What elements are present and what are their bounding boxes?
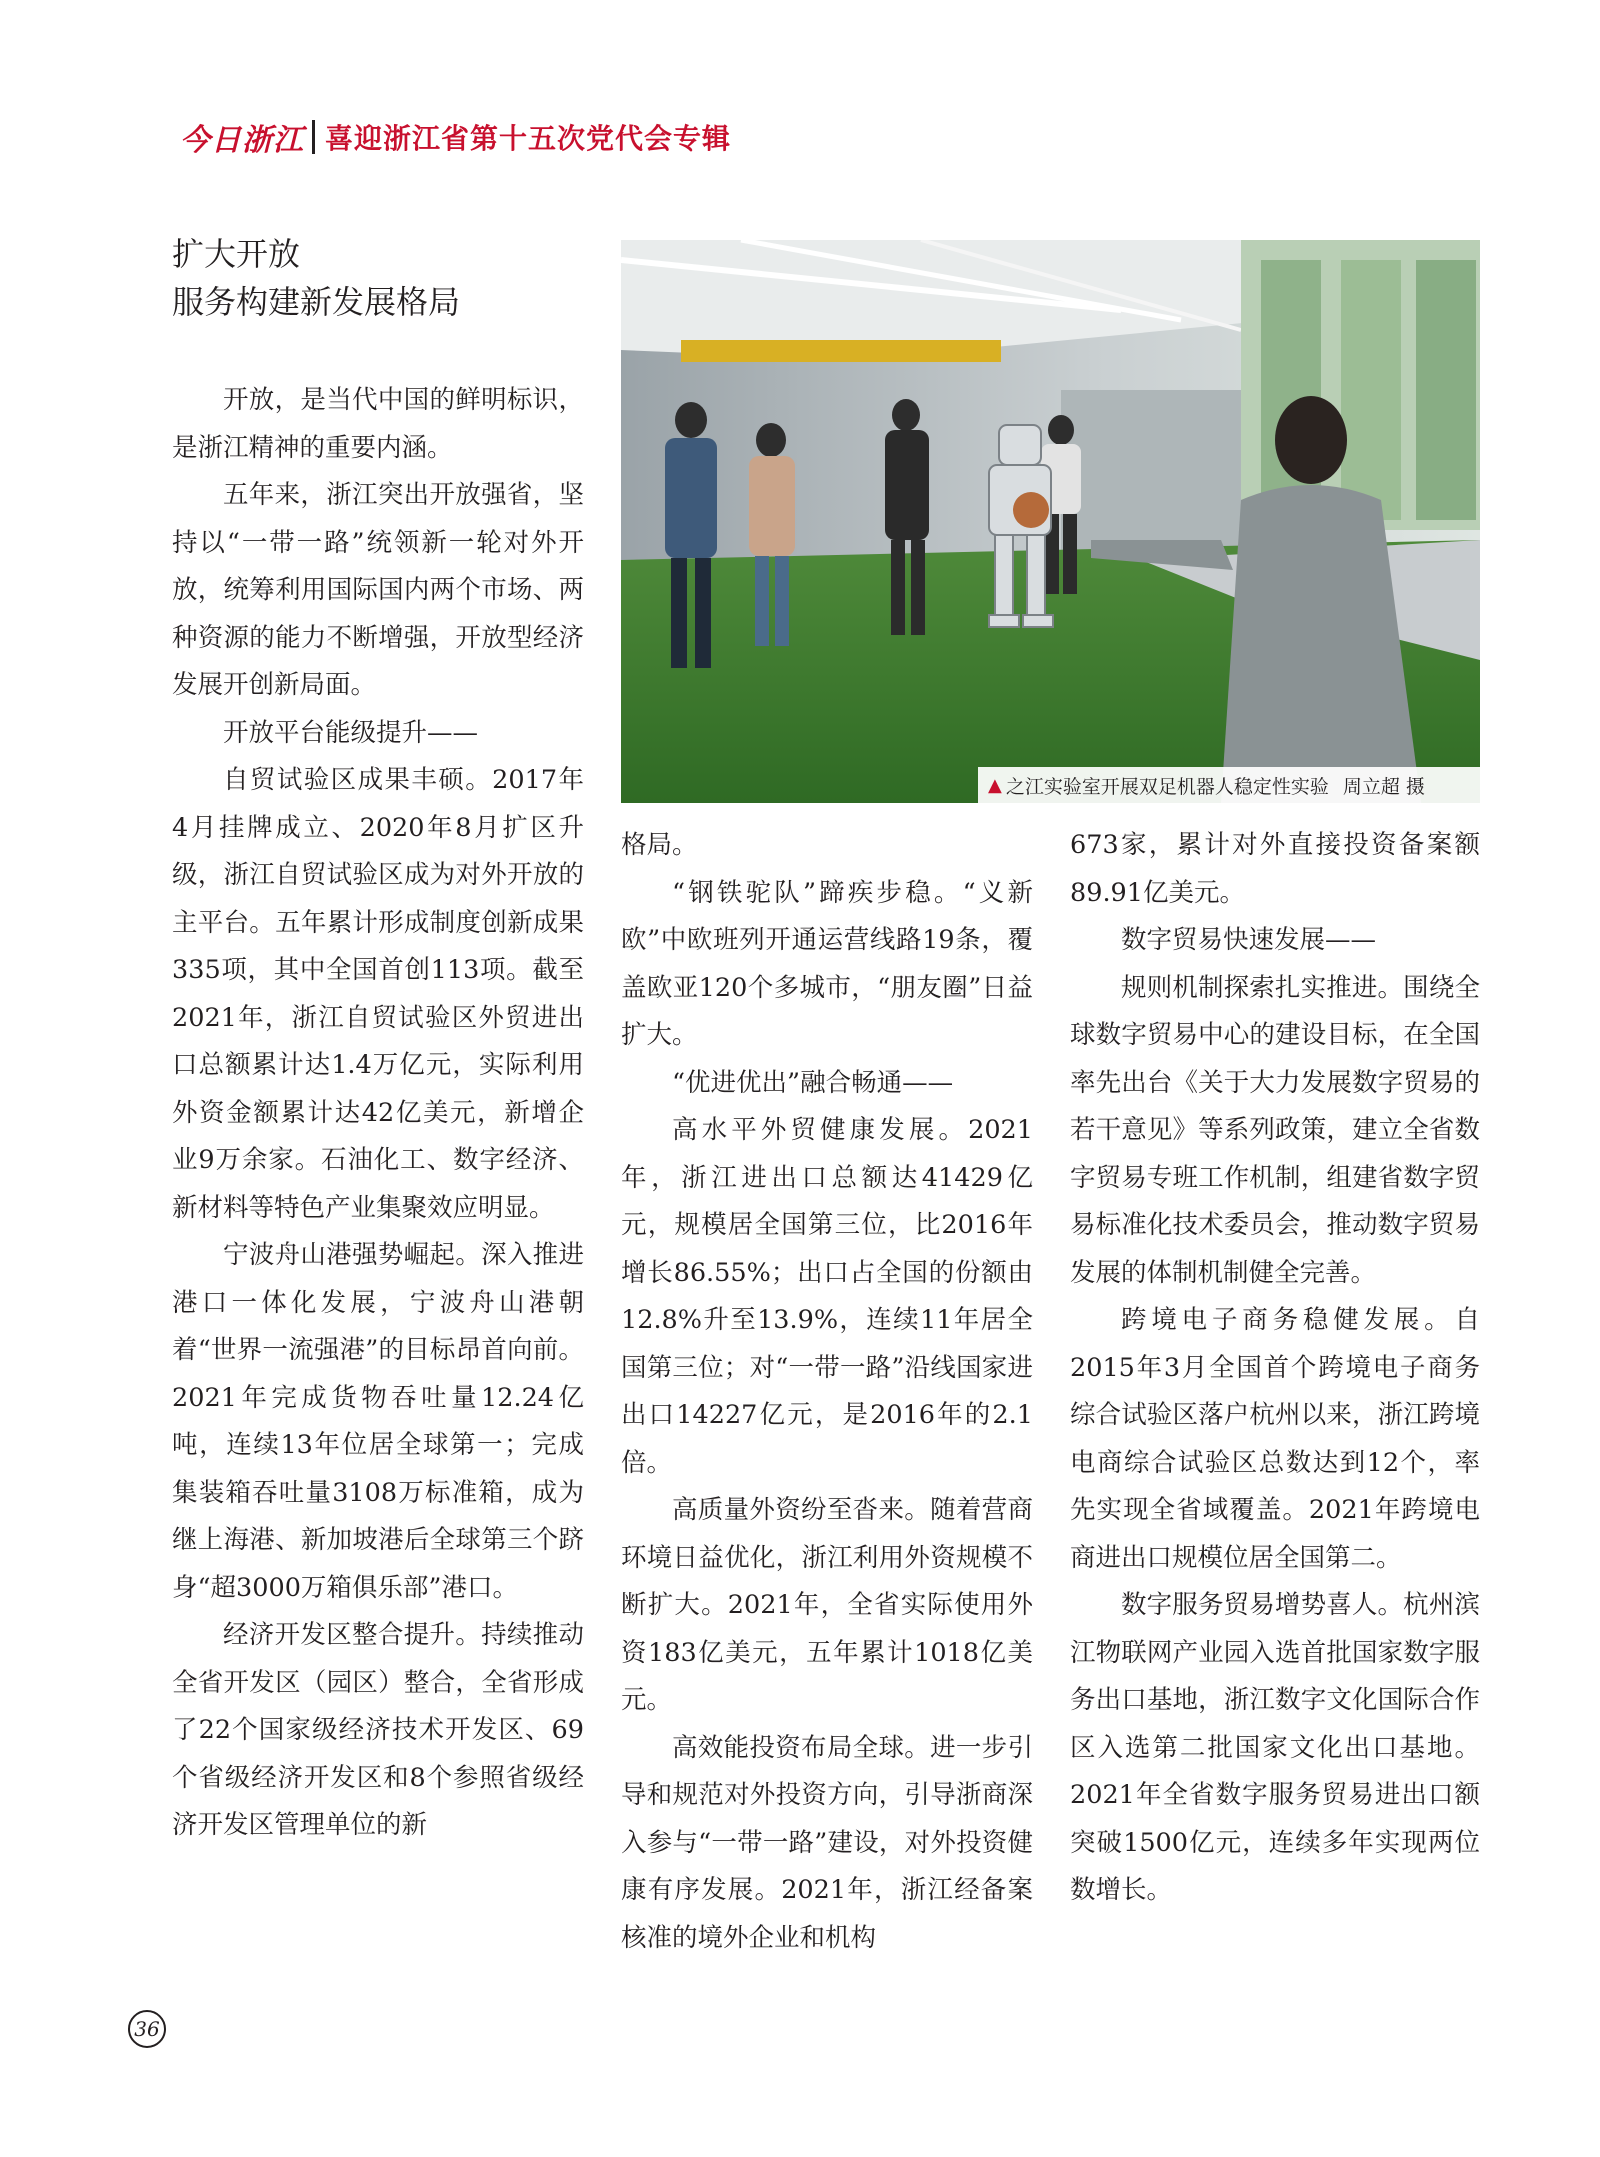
special-issue-title: 喜迎浙江省第十五次党代会专辑 [325,122,732,155]
paragraph-continued: 673家，累计对外直接投资备案额89.91亿美元。 [1070,830,1480,908]
paragraph: 跨境电子商务稳健发展。自2015年3月全国首个跨境电子商务综合试验区落户杭州以来，浙江跨境电商综合试验区总数达到12个，率先实现全省域覆盖。2021年跨境电商进出口规模位居全国第二。 [1070,1305,1480,1573]
paragraph: 宁波舟山港强势崛起。深入推进港口一体化发展，宁波舟山港朝着“世界一流强港”的目标昂首向前。2021年完成货物吞吐量12.24亿吨，连续13年位居全球第一；完成集装箱吞吐量3108万标准箱，成为继上海港、新加坡港后全球第三个跻身“超3000万箱俱乐部”港口。 [172,1240,584,1603]
article-column-1 [172,377,584,1850]
caption-triangle-icon: ▲ [988,774,1002,796]
paragraph: 自贸试验区成果丰硕。2017年4月挂牌成立、2020年8月扩区升级，浙江自贸试验区成为对外开放的主平台。五年累计形成制度创新成果335项，其中全国首创113项。截至2021年，浙江自贸试验区外贸进出口总额累计达1.4万亿元，实际利用外资金额累计达42亿美元，新增企业9万余家。石油化工、数字经济、新材料等特色产业集聚效应明显。 [172,765,584,1223]
page-header [180,114,731,160]
article-column-2 [621,822,1033,1962]
page-number: 36 [128,2010,166,2048]
paragraph: 高质量外资纷至沓来。随着营商环境日益优化，浙江利用外资规模不断扩大。2021年，全省实际使用外资183亿美元，五年累计1018亿美元。 [621,1495,1033,1715]
paragraph: 经济开发区整合提升。持续推动全省开发区（园区）整合，全省形成了22个国家级经济技术开发区、69个省级经济开发区和8个参照省级经济开发区管理单位的新 [172,1620,584,1840]
section-title-line1: 扩大开放 [172,235,301,273]
section-title-line2: 服务构建新发展格局 [172,283,461,321]
paragraph: “钢铁驼队”蹄疾步稳。“义新欧”中欧班列开通运营线路19条，覆盖欧亚120个多城市，“朋友圈”日益扩大。 [621,877,1033,1050]
photo-credit: 周立超 摄 [1342,775,1425,798]
header-separator [312,120,315,154]
magazine-logo: 今日浙江 [180,123,304,158]
paragraph: 高水平外贸健康发展。2021年，浙江进出口总额达41429亿元，规模居全国第三位，比2016年增长86.55%；出口占全国的份额由12.8%升至13.9%，连续11年居全国第三位；对“一带一路”沿线国家进出口14227亿元，是2016年的2.1倍。 [621,1115,1033,1478]
subheading: 数字贸易快速发展—— [1121,925,1377,955]
section-title [172,230,460,326]
paragraph-continued: 格局。 [621,830,698,860]
robot-experiment-photo [621,240,1480,803]
paragraph: 开放，是当代中国的鲜明标识，是浙江精神的重要内涵。 [172,385,584,463]
subheading: “优进优出”融合畅通—— [672,1067,954,1098]
subheading: 开放平台能级提升—— [223,717,479,748]
paragraph: 五年来，浙江突出开放强省，坚持以“一带一路”统领新一轮对外开放，统筹利用国际国内两个市场、两种资源的能力不断增强，开放型经济发展开创新局面。 [172,480,584,700]
paragraph: 数字服务贸易增势喜人。杭州滨江物联网产业园入选首批国家数字服务出口基地，浙江数字文化国际合作区入选第二批国家文化出口基地。2021年全省数字服务贸易进出口额突破1500亿元，连续多年实现两位数增长。 [1070,1590,1480,1905]
paragraph: 高效能投资布局全球。进一步引导和规范对外投资方向，引导浙商深入参与“一带一路”建设，对外投资健康有序发展。2021年，浙江经备案核准的境外企业和机构 [621,1732,1033,1953]
article-column-3 [1070,822,1480,1915]
paragraph: 规则机制探索扎实推进。围绕全球数字贸易中心的建设目标，在全国率先出台《关于大力发展数字贸易的若干意见》等系列政策，建立全省数字贸易专班工作机制，组建省数字贸易标准化技术委员会，推动数字贸易发展的体制机制健全完善。 [1070,972,1480,1288]
photo-caption [978,767,1480,803]
caption-text: 之江实验室开展双足机器人稳定性实验 [1005,775,1329,798]
photo-illustration [621,240,1480,803]
